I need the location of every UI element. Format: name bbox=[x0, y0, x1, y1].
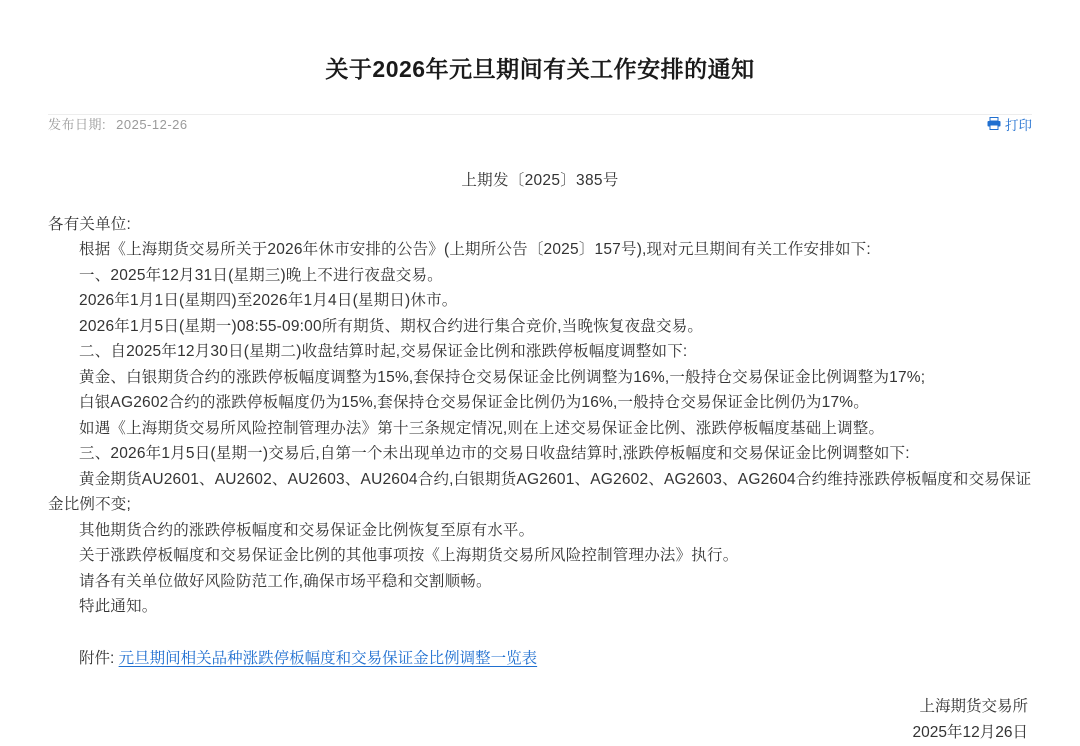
header-divider bbox=[48, 114, 1032, 115]
printer-icon bbox=[987, 117, 1001, 130]
meta-bar bbox=[48, 114, 1032, 140]
attachment-row bbox=[48, 646, 1032, 668]
paragraph-2: 一、2025年12月31日(星期三)晚上不进行夜盘交易。 bbox=[79, 266, 443, 284]
paragraph-3: 2026年1月1日(星期四)至2026年1月4日(星期日)休市。 bbox=[79, 292, 458, 310]
paragraph-1: 根据《上海期货交易所关于2026年休市安排的公告》(上期所公告〔2025〕157号),现对元旦期间有关工作安排如下: bbox=[79, 241, 871, 259]
paragraph-6: 黄金、白银期货合约的涨跌停板幅度调整为15%,套保持仓交易保证金比例调整为16%,一般持仓交易保证金比例调整为17%; bbox=[79, 368, 926, 386]
paragraph-9: 三、2026年1月5日(星期一)交易后,自第一个未出现单边市的交易日收盘结算时,涨跌停板幅度和交易保证金比例调整如下: bbox=[79, 445, 910, 463]
document-body bbox=[48, 212, 1032, 620]
paragraph-5: 二、自2025年12月30日(星期二)收盘结算时起,交易保证金比例和涨跌停板幅度调整如下: bbox=[79, 343, 688, 361]
paragraph-4: 2026年1月5日(星期一)08:55-09:00所有期货、期权合约进行集合竞价,当晚恢复夜盘交易。 bbox=[79, 317, 704, 335]
attachment-link[interactable]: 元旦期间相关品种涨跌停板幅度和交易保证金比例调整一览表 bbox=[118, 649, 538, 667]
publish-date bbox=[48, 114, 188, 133]
paragraph-11: 其他期货合约的涨跌停板幅度和交易保证金比例恢复至原有水平。 bbox=[79, 521, 535, 539]
paragraph-8: 如遇《上海期货交易所风险控制管理办法》第十三条规定情况,则在上述交易保证金比例、涨跌停板幅度基础上调整。 bbox=[79, 419, 885, 437]
print-label: 打印 bbox=[1005, 117, 1032, 133]
paragraph-13: 请各有关单位做好风险防范工作,确保市场平稳和交割顺畅。 bbox=[79, 572, 492, 590]
page-title: 关于2026年元旦期间有关工作安排的通知 bbox=[325, 56, 755, 83]
document-number: 上期发〔2025〕385号 bbox=[461, 171, 619, 189]
print-button[interactable] bbox=[987, 114, 1032, 134]
publish-date-value: 2025-12-26 bbox=[116, 116, 188, 132]
paragraph-12: 关于涨跌停板幅度和交易保证金比例的其他事项按《上海期货交易所风险控制管理办法》执行。 bbox=[79, 547, 739, 565]
paragraph-10: 黄金期货AU2601、AU2602、AU2603、AU2604合约,白银期货AG2601、AG2602、AG2603、AG2604合约维持涨跌停板幅度和交易保证金比例不变; bbox=[48, 470, 1032, 514]
notice-page bbox=[0, 15, 1080, 741]
paragraph-0: 各有关单位: bbox=[48, 215, 132, 233]
signature-block bbox=[48, 694, 1032, 746]
paragraph-14: 特此通知。 bbox=[79, 598, 158, 616]
signature-org: 上海期货交易所 bbox=[919, 697, 1028, 715]
paragraph-7: 白银AG2602合约的涨跌停板幅度仍为15%,套保持仓交易保证金比例仍为16%,一般持仓交易保证金比例仍为17%。 bbox=[79, 394, 869, 412]
signature-date: 2025年12月26日 bbox=[912, 723, 1028, 741]
attachment-label: 附件: bbox=[79, 649, 115, 667]
publish-date-label: 发布日期: bbox=[48, 116, 107, 132]
